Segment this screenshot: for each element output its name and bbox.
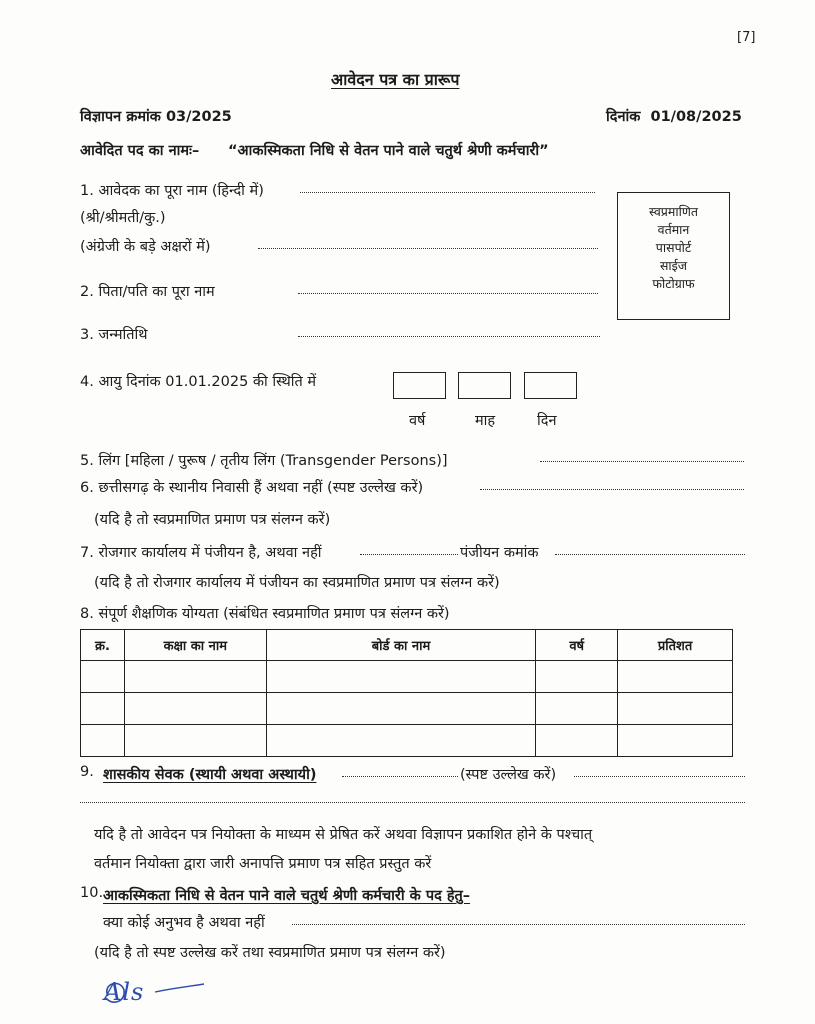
table-cell[interactable] [618,725,733,757]
field-age-label: 4. आयु दिनांक 01.01.2025 की स्थिति में [80,374,317,390]
field-resident-note: (यदि है तो स्वप्रमाणित प्रमाण पत्र संलग्न करें) [94,512,331,528]
photo-box-line: वर्तमान [657,222,690,237]
signature-stroke-icon [100,976,210,1016]
advert-date: दिनांक 01/08/2025 [606,109,742,125]
field-dob-label: 3. जन्मतिथि [80,327,148,343]
field-govt-label: शासकीय सेवक (स्थायी अथवा अस्थायी) [103,767,317,783]
signature-text: Als [104,978,145,1006]
field-name-english-input[interactable] [258,248,598,249]
table-header-cell: क्र. [81,630,125,661]
table-cell[interactable] [81,725,125,757]
age-month-label: माह [475,413,496,429]
table-header-cell: कक्षा का नाम [124,630,266,661]
age-year-label: वर्ष [409,413,426,429]
field-experience-input[interactable] [292,924,745,925]
table-cell[interactable] [536,661,618,693]
table-cell[interactable] [618,661,733,693]
field-name-hindi-label: 1. आवेदक का पूरा नाम (हिन्दी में) [80,183,264,199]
table-cell[interactable] [124,725,266,757]
table-header-cell: प्रतिशत [618,630,733,661]
field-govt-specify-input[interactable] [574,776,745,777]
table-cell[interactable] [124,661,266,693]
table-cell[interactable] [266,725,536,757]
field-employment-input[interactable] [360,554,458,555]
photo-box-line: फोटोग्राफ [652,276,695,291]
table-header-cell: वर्ष [536,630,618,661]
photo-box-line: पासपोर्ट [655,240,692,255]
age-year-box[interactable] [393,372,446,399]
field-govt-input[interactable] [342,776,458,777]
table-header-cell: बोर्ड का नाम [266,630,536,661]
table-row [81,661,733,693]
post-label: आवेदित पद का नामः– [80,143,200,159]
field-gender-label: 5. लिंग [महिला / पुरूष / तृतीय लिंग (Transgender Persons)] [80,453,448,469]
field-experience-note: (यदि है तो स्पष्ट उल्लेख करें तथा स्वप्रमाणित प्रमाण पत्र संलग्न करें) [94,945,446,961]
field-govt-note-1: यदि है तो आवेदन पत्र नियोक्ता के माध्यम से प्रेषित करें अथवा विज्ञापन प्रकाशित होने के पश्चात् [94,827,593,843]
field-employment-label: 7. रोजगार कार्यालय में पंजीयन है, अथवा नहीं [80,545,322,561]
page-number: [7] [737,30,756,45]
field-father-input[interactable] [298,293,598,294]
table-cell[interactable] [618,693,733,725]
field-govt-specify: (स्पष्ट उल्लेख करें) [460,767,557,783]
table-cell[interactable] [536,693,618,725]
table-cell[interactable] [81,693,125,725]
field-reg-no-label: पंजीयन कमांक [460,545,539,561]
age-month-box[interactable] [458,372,511,399]
age-day-box[interactable] [524,372,577,399]
field-govt-note-2: वर्तमान नियोक्ता द्वारा जारी अनापत्ति प्रमाण पत्र सहित प्रस्तुत करें [94,856,432,872]
field-experience-number: 10. [80,885,104,901]
field-name-english-label: (अंग्रेजी के बड़े अक्षरों में) [80,239,211,255]
age-day-label: दिन [537,413,557,429]
table-cell[interactable] [81,661,125,693]
field-name-hindi-input[interactable] [300,192,595,193]
table-header-row [81,630,733,661]
table-cell[interactable] [536,725,618,757]
photo-box[interactable] [617,192,730,320]
field-resident-input[interactable] [480,489,744,490]
field-reg-no-input[interactable] [555,554,745,555]
field-education-label: 8. संपूर्ण शैक्षणिक योग्यता (संबंधित स्वप्रमाणित प्रमाण पत्र संलग्न करें) [80,606,450,622]
education-table [80,629,733,757]
field-experience-title: आकस्मिकता निधि से वेतन पाने वाले चतुर्थ श्रेणी कर्मचारी के पद हेतु– [103,888,471,904]
post-value: “आकस्मिकता निधि से वेतन पाने वाले चतुर्थ श्रेणी कर्मचारी” [228,143,549,159]
form-title: आवेदन पत्र का प्रारूप [331,70,460,89]
photo-box-line: साईज [659,258,688,273]
field-resident-label: 6. छत्तीसगढ़ के स्थानीय निवासी हैं अथवा नहीं (स्पष्ट उल्लेख करें) [80,480,424,496]
field-gender-input[interactable] [540,461,744,462]
table-cell[interactable] [266,693,536,725]
advert-number: विज्ञापन क्रमांक 03/2025 [80,109,232,125]
table-row [81,725,733,757]
field-employment-note: (यदि है तो रोजगार कार्यालय में पंजीयन का स्वप्रमाणित प्रमाण पत्र संलग्न करें) [94,575,500,591]
field-dob-input[interactable] [298,336,600,337]
field-father-label: 2. पिता/पति का पूरा नाम [80,284,215,300]
field-govt-extra-input[interactable] [80,802,745,803]
field-govt-number: 9. [80,764,94,780]
photo-box-line: स्वप्रमाणित [648,204,699,219]
table-row [81,693,733,725]
table-cell[interactable] [266,661,536,693]
field-experience-question: क्या कोई अनुभव है अथवा नहीं [103,915,265,931]
table-cell[interactable] [124,693,266,725]
field-salutation-label: (श्री/श्रीमती/कु.) [80,210,166,226]
